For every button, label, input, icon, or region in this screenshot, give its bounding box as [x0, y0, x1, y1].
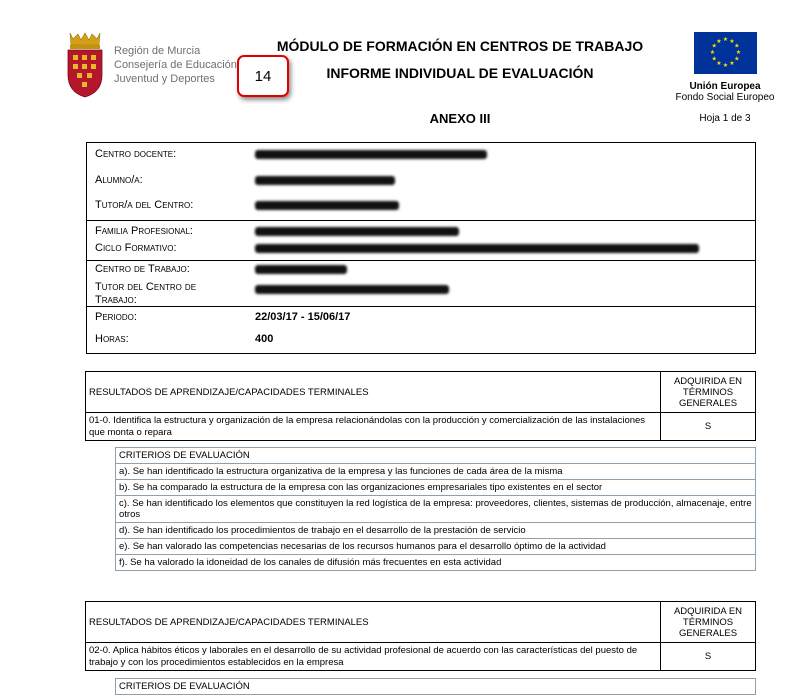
result-01-value: S	[661, 413, 756, 441]
region-line-1: Región de Murcia	[114, 45, 201, 57]
results-table-1	[85, 371, 756, 441]
svg-text:★: ★	[716, 37, 722, 45]
label-centro-docente: Centro docente:	[95, 148, 177, 160]
region-murcia-logo	[64, 30, 106, 98]
svg-text:★: ★	[709, 49, 716, 56]
redacted-centro-trabajo	[255, 265, 347, 274]
results-table-2	[85, 601, 756, 671]
criteria-list-1	[115, 447, 756, 571]
region-line-2: Consejería de Educación	[114, 59, 237, 71]
redacted-familia	[255, 227, 459, 236]
results-header-2: RESULTADOS DE APRENDIZAJE/CAPACIDADES TERMINALES	[86, 602, 661, 643]
criterion-e: e). Se han valorado las competencias necesarias de los recursos humanos para el desarrollo óptimo de la actividad	[115, 539, 756, 555]
page-number-badge: 14	[237, 55, 289, 97]
svg-text:★: ★	[734, 42, 740, 50]
svg-text:★: ★	[729, 60, 735, 68]
value-horas: 400	[255, 333, 274, 345]
results-header-1: RESULTADOS DE APRENDIZAJE/CAPACIDADES TERMINALES	[86, 372, 661, 413]
annex-title: ANEXO III	[429, 111, 491, 126]
label-horas: Horas:	[95, 333, 129, 345]
svg-text:★: ★	[711, 42, 717, 50]
svg-text:★: ★	[711, 55, 717, 63]
label-alumno: Alumno/a:	[95, 174, 143, 186]
region-text	[114, 44, 237, 86]
label-tutor-centro: Tutor/a del Centro:	[95, 199, 194, 211]
svg-text:★: ★	[722, 36, 729, 43]
svg-text:★: ★	[734, 55, 740, 63]
redacted-ciclo	[255, 244, 699, 253]
criterion-c: c). Se han identificado los elementos que constituyen la red logística de la empresa: proveedores, clientes, sistemas de producción, almacenaje, entre otros	[115, 496, 756, 523]
label-centro-trabajo: Centro de Trabajo:	[95, 263, 190, 275]
criteria-title-2: CRITERIOS DE EVALUACIÓN	[115, 678, 756, 695]
redacted-tutor-trabajo	[255, 285, 449, 294]
region-line-3: Juventud y Deportes	[114, 73, 215, 85]
result-02: 02-0. Aplica hábitos éticos y laborales en el desarrollo de su actividad profesional de acuerdo con las características del puesto de trabajo y con los procedimientos establecidos en la empresa	[86, 643, 661, 671]
criterion-d: d). Se han identificado los procedimientos de trabajo en el desarrollo de la prestación de servicio	[115, 523, 756, 539]
document-title: MÓDULO DE FORMACIÓN EN CENTROS DE TRABAJO	[276, 38, 644, 54]
svg-text:★: ★	[722, 62, 729, 69]
label-periodo: Periodo:	[95, 311, 137, 323]
redacted-alumno	[255, 176, 395, 185]
criterion-a: a). Se han identificado la estructura organizativa de la empresa y las funciones de cada área de la misma	[115, 464, 756, 480]
criteria-title-1: CRITERIOS DE EVALUACIÓN	[115, 447, 756, 464]
criterion-f: f). Se ha valorado la idoneidad de los canales de difusión más frecuentes en esta actividad	[115, 555, 756, 571]
acquired-header-1: ADQUIRIDA EN TÉRMINOS GENERALES	[661, 372, 756, 413]
label-tutor-trabajo: Tutor del Centro de Trabajo:	[95, 281, 197, 306]
svg-text:★: ★	[716, 60, 722, 68]
sheet-number: Hoja 1 de 3	[699, 113, 751, 124]
document-subtitle: INFORME INDIVIDUAL DE EVALUACIÓN	[326, 65, 594, 81]
student-info-box	[86, 142, 756, 354]
result-01: 01-0. Identifica la estructura y organización de la empresa relacionándolas con la producción y comercialización de las instalaciones que monta o repara	[86, 413, 661, 441]
label-familia: Familia Profesional:	[95, 225, 193, 237]
eu-flag-logo	[694, 32, 757, 74]
label-ciclo: Ciclo Formativo:	[95, 242, 177, 254]
value-periodo: 22/03/17 - 15/06/17	[255, 311, 351, 323]
criteria-list-2	[115, 678, 756, 695]
redacted-centro-docente	[255, 150, 487, 159]
result-02-value: S	[661, 643, 756, 671]
acquired-header-2: ADQUIRIDA EN TÉRMINOS GENERALES	[661, 602, 756, 643]
eu-subtitle: Fondo Social Europeo	[675, 92, 775, 103]
redacted-tutor-centro	[255, 201, 399, 210]
eu-title: Unión Europea	[689, 81, 761, 92]
criterion-b: b). Se ha comparado la estructura de la empresa con las organizaciones empresariales tipo existentes en el sector	[115, 480, 756, 496]
svg-text:★: ★	[729, 37, 735, 45]
svg-text:★: ★	[735, 49, 742, 56]
